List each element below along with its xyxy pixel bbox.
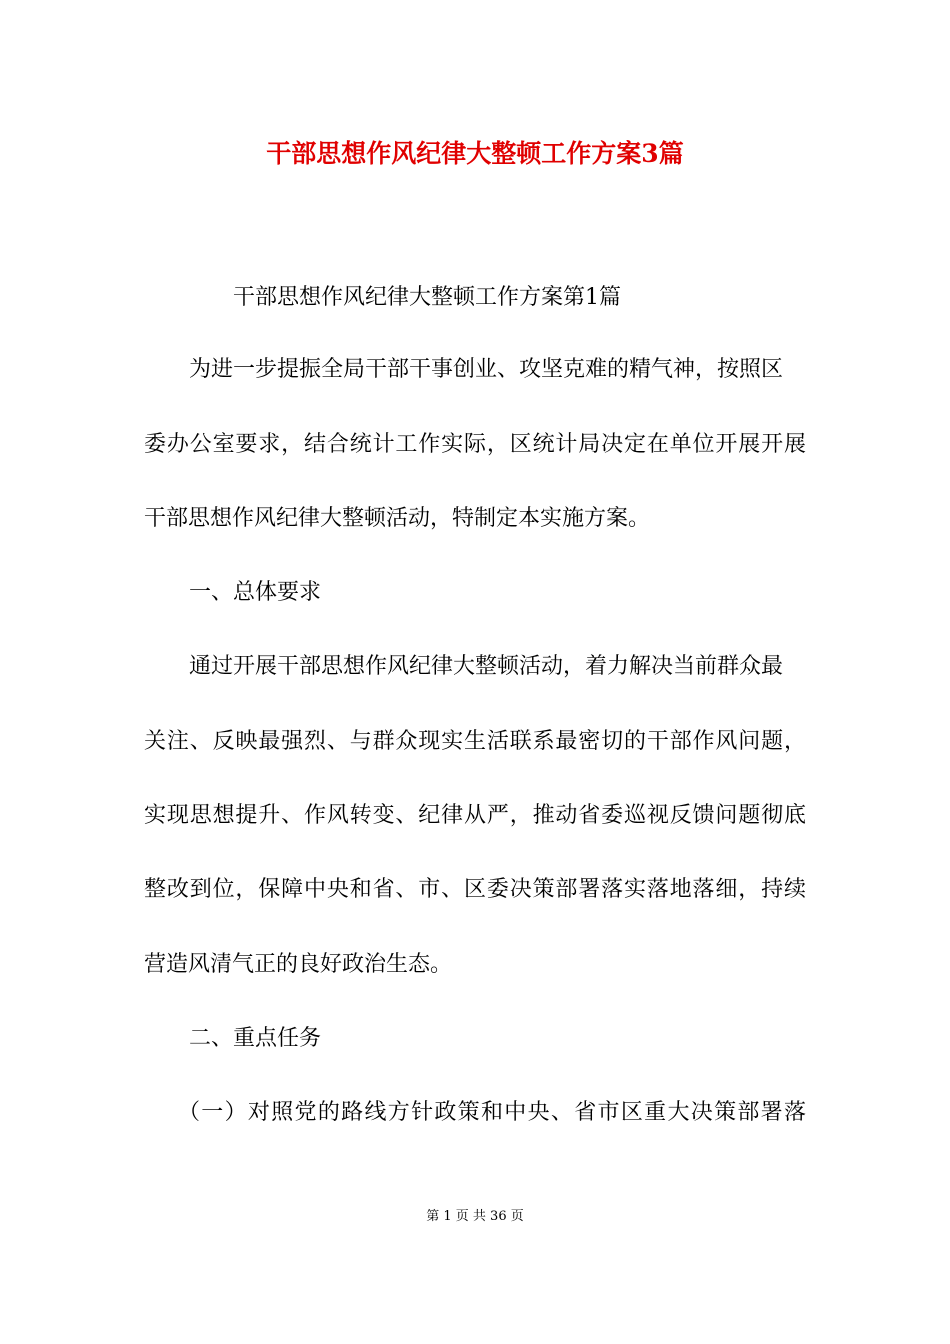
paragraph-line: （一）对照党的路线方针政策和中央、省市区重大决策部署落 [178,1100,806,1125]
document-title: 干部思想作风纪律大整顿工作方案3篇 [266,139,684,168]
paragraph-line: 干部思想作风纪律大整顿活动，特制定本实施方案。 [144,506,651,531]
paragraph-line: 营造风清气正的良好政治生态。 [144,952,453,977]
paragraph-line: 委办公室要求，结合统计工作实际，区统计局决定在单位开展开展 [144,432,806,457]
section-heading-part-1: 干部思想作风纪律大整顿工作方案第1篇 [233,285,621,310]
heading-general-requirements: 一、总体要求 [189,580,322,605]
paragraph-line: 整改到位，保障中央和省、市、区委决策部署落实落地落细，持续 [144,877,806,902]
heading-key-tasks: 二、重点任务 [189,1026,322,1051]
paragraph-line: 实现思想提升、作风转变、纪律从严，推动省委巡视反馈问题彻底 [144,803,806,828]
paragraph-line: 为进一步提振全局干部干事创业、攻坚克难的精气神，按照区 [189,357,784,382]
paragraph-line: 通过开展干部思想作风纪律大整顿活动，着力解决当前群众最 [189,654,784,679]
paragraph-line: 关注、反映最强烈、与群众现实生活联系最密切的干部作风问题， [144,729,806,754]
page-number-footer: 第 1 页 共 36 页 [426,1209,524,1224]
